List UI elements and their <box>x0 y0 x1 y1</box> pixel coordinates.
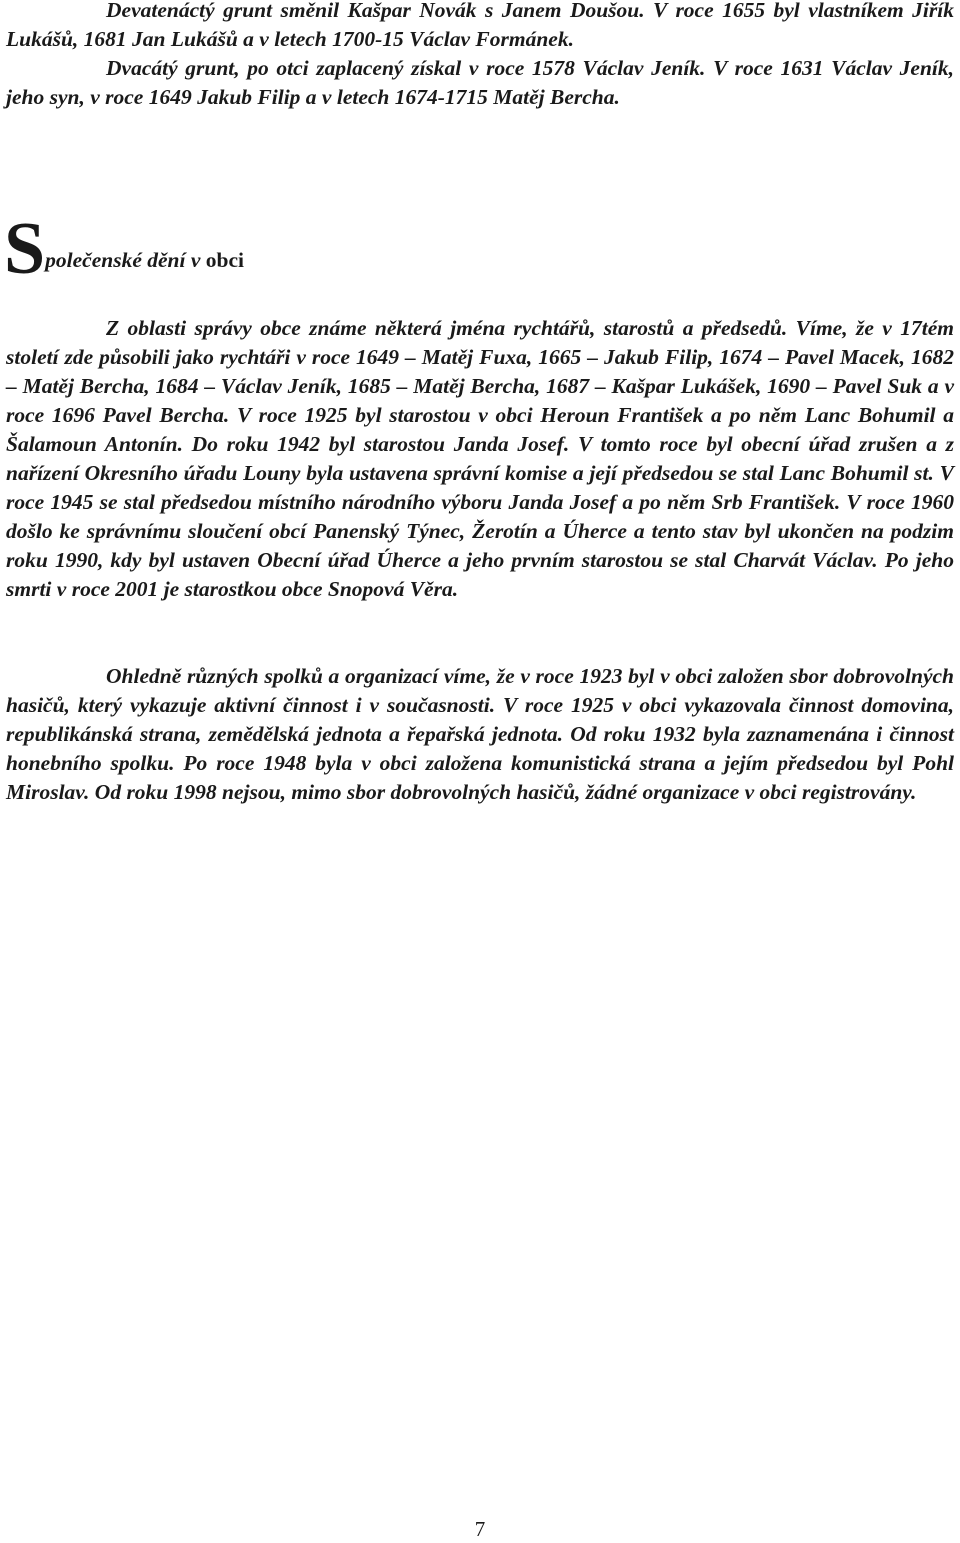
paragraph-nineteenth-grunt <box>6 0 954 54</box>
paragraph-text: Ohledně různých spolků a organizací víme, že v roce 1923 byl v obci založen sbor dobrovolných hasičů, který vykazuje aktivní činnost i v současnosti. V roce 1925 v obci vykazovala činnost domovina, republikánská strana, zemědělská jednota a řepařská jednota. Od roku 1932 byla zaznamenána i činnost honebního spolku. Po roce 1948 byla v obci založena komunistická strana a jejím předsedou byl Pohl Miroslav. Od roku 1998 nejsou, mimo sbor dobrovolných hasičů, žádné organizace v obci registrovány. <box>6 664 954 804</box>
heading-text <box>45 248 244 273</box>
paragraph-text: Devatenáctý grunt směnil Kašpar Novák s Janem Doušou. V roce 1655 byl vlastníkem Jiřík Lukášů, 1681 Jan Lukášů a v letech 1700-15 Václav Formánek. <box>6 0 954 51</box>
paragraph-twentieth-grunt <box>6 54 954 112</box>
section-heading <box>4 208 245 290</box>
page-number: 7 <box>474 1517 486 1541</box>
paragraph-text: Dvacátý grunt, po otci zaplacený získal v roce 1578 Václav Jeník. V roce 1631 Václav Jeník, jeho syn, v roce 1649 Jakub Filip a v letech 1674-1715 Matěj Bercha. <box>6 56 954 109</box>
paragraph-administration <box>6 314 954 604</box>
paragraph-associations <box>6 662 954 807</box>
paragraph-text: Z oblasti správy obce známe některá jména rychtářů, starostů a předsedů. Víme, že v 17tém století zde působili jako rychtáři v roce 1649 – Matěj Fuxa, 1665 – Jakub Filip, 1674 – Pavel Macek, 1682 – Matěj Bercha, 1684 – Václav Jeník, 1685 – Matěj Bercha, 1687 – Kašpar Lukášek, 1690 – Pavel Suk a v roce 1696 Pavel Bercha. V roce 1925 byl starostou v obci Heroun František a po něm Lanc Bohumil a Šalamoun Antonín. Do roku 1942 byl starostou Janda Josef. V tomto roce byl obecní úřad zrušen a z nařízení Okresního úřadu Louny byla ustavena správní komise a její předsedou se stal Lanc Bohumil st. V roce 1945 se stal předsedou místního národního výboru Janda Josef a po něm Srb František. V roce 1960 došlo ke správnímu sloučení obcí Panenský Týnec, Žerotín a Úherce a tento stav byl ukončen na podzim roku 1990, kdy byl ustaven Obecní úřad Úherce a jeho prvním starostou se stal Charvát Václav. Po jeho smrti v roce 2001 je starostkou obce Snopová Věra. <box>6 316 954 601</box>
heading-dropcap: S <box>4 208 46 290</box>
heading-italic-part: polečenské dění v <box>45 248 201 272</box>
heading-tail-part: obci <box>205 248 245 272</box>
